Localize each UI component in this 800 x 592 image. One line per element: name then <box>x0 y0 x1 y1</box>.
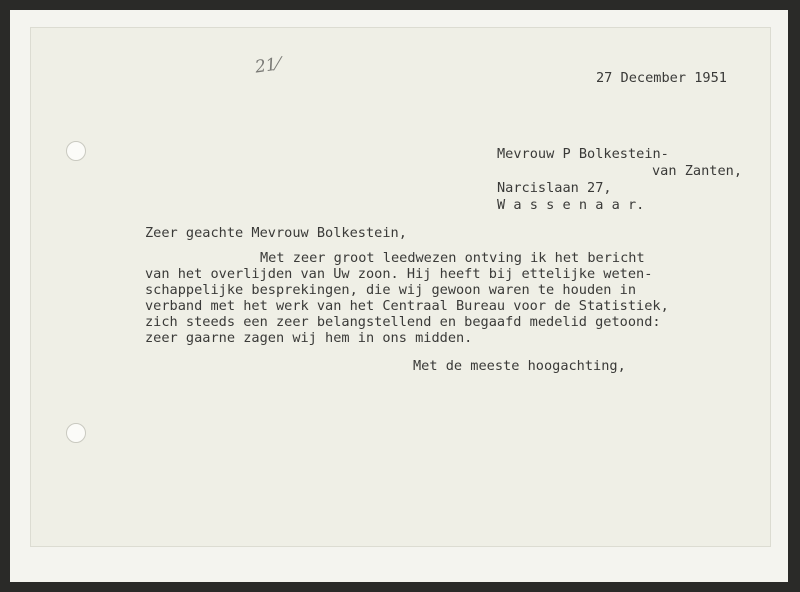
salutation: Zeer geachte Mevrouw Bolkestein, <box>145 225 407 241</box>
letter-date: 27 December 1951 <box>596 70 727 86</box>
body-line-3: schappelijke besprekingen, die wij gewoon waren te houden in <box>145 282 637 298</box>
recipient-city: W a s s e n a a r. <box>497 197 645 213</box>
body-line-1: Met zeer groot leedwezen ontving ik het bericht <box>260 250 645 266</box>
recipient-street: Narcislaan 27, <box>497 180 612 196</box>
recipient-name-line2: van Zanten, <box>652 163 743 179</box>
body-line-5: zich steeds een zeer belangstellend en begaafd medelid getoond: <box>145 314 661 330</box>
punch-hole-top <box>66 141 86 161</box>
punch-hole-bottom <box>66 423 86 443</box>
recipient-name-line1: Mevrouw P Bolkestein- <box>497 146 669 162</box>
closing: Met de meeste hoogachting, <box>413 358 626 374</box>
body-line-2: van het overlijden van Uw zoon. Hij heeft bij ettelijke weten- <box>145 266 653 282</box>
handwritten-page-note: 21⁄ <box>253 54 281 78</box>
body-line-4: verband met het werk van het Centraal Bureau voor de Statistiek, <box>145 298 669 314</box>
body-line-6: zeer gaarne zagen wij hem in ons midden. <box>145 330 473 346</box>
